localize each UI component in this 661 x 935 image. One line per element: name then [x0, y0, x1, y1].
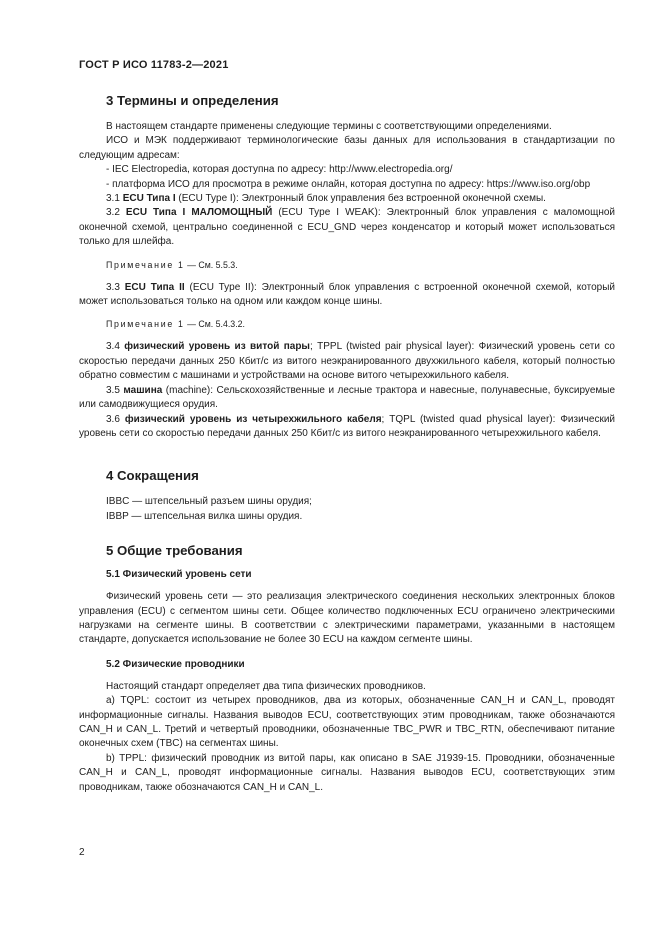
term-3-2-def: (ECU Type I WEAK): Электронный блок управления с маломощной оконечной схемой, центрально соединенной с ECU_GND через конденсатор и который может использоваться только для шлейфа. [79, 207, 615, 248]
term-3-3-name: ECU Типа II [124, 281, 185, 293]
section-5-2-title: 5.2 Физические проводники [106, 658, 245, 670]
abbr-ibbc: IBBC — штепсельный разъем шины орудия; [106, 496, 312, 508]
abbr-ibbp: IBBP — штепсельная вилка шины орудия. [106, 510, 303, 522]
section-3-title: 3 Термины и определения [106, 93, 279, 108]
term-3-5-name: машина [123, 384, 163, 396]
term-3-1-def: (ECU Type I): Электронный блок управления без встроенной оконечной схемы. [175, 193, 546, 205]
term-3-6-name: физический уровень из четырехжильного кабеля [124, 413, 382, 425]
term-3-4-num: 3.4 [106, 341, 125, 353]
term-3-5-def: (machine): Сельскохозяйственные и лесные трактора и навесные, полунавесные, буксируемые или самодвижущиеся орудия. [79, 384, 615, 411]
term-3-1 [79, 192, 615, 206]
standard-header: ГОСТ Р ИСО 11783-2—2021 [79, 59, 229, 71]
term-3-3-def: (ECU Type II): Электронный блок управления с встроенной оконечной схемой, который может использоваться только на одном или каждом конце шины. [79, 281, 616, 308]
term-3-6 [79, 413, 615, 442]
note-3-3-text: — См. 5.4.3.2. [184, 319, 245, 330]
term-3-4-def: ; TPPL (twisted pair physical layer): Физический уровень сети со скоростью передачи данных 250 Кбит/с из витого неэкранированного двухжильного кабеля, который полностью обратно совместим с машинами и устройствами на основе витого четырехжильного кабеля. [79, 341, 615, 382]
term-3-2-num: 3.2 [106, 207, 126, 219]
page-content [79, 92, 615, 795]
s3-intro-1: В настоящем стандарте применены следующие термины с соответствующими определениями. [106, 121, 552, 132]
page-number: 2 [79, 847, 85, 858]
term-3-2 [79, 206, 615, 249]
term-3-4 [79, 340, 615, 383]
term-3-3 [79, 281, 615, 310]
note-3-2-label: Примечание 1 [106, 259, 185, 270]
s52-item-a: a) TQPL: состоит из четырех проводников, два из которых, обозначенные CAN_H и CAN_L, проводят информационные сигналы. Названия выводов ECU, соответствующих этим проводникам, также обозначаются CAN_H и CAN_L. Третий и четвертый проводники, обозначенные TBC_PWR и TBC_RTN, обеспечивают питание оконечных схем (TBC) на сегментах шины. [79, 695, 615, 750]
term-3-5 [79, 384, 615, 413]
term-3-2-name: ECU Типа I МАЛОМОЩНЫЙ [125, 207, 273, 219]
note-3-3-label: Примечание 1 [106, 319, 185, 330]
s3-iec-link: - IEC Electropedia, которая доступна по адресу: http://www.electropedia.org/ [106, 164, 453, 176]
section-5-1-title: 5.1 Физический уровень сети [106, 569, 252, 581]
s52-intro: Настоящий стандарт определяет два типа физических проводников. [106, 680, 426, 692]
s3-intro-2: ИСО и МЭК поддерживают терминологические базы данных для использования в стандартизации по следующим адресам: [79, 135, 615, 161]
s51-text: Физический уровень сети — это реализация электрического соединения нескольких электронных блоков управления (ECU) с сегментом шины сети. Общее количество подключенных ECU ограничено электрическими нагрузками на сегменте шины. В соответствии с электрическими параметрами, указанными в настоящем стандарте, допускается использование не более 30 ECU на каждом сегменте шины. [79, 591, 615, 646]
note-3-2-text: — См. 5.5.3. [184, 259, 238, 270]
term-3-1-name: ECU Типа I [122, 193, 176, 205]
s52-item-b: b) TPPL: физический проводник из витой пары, как описано в SAE J1939-15. Проводники, обозначенные CAN_H и CAN_L, проводят информационные сигналы. Названия выводов ECU, соответствующих этим проводникам, также обозначаются CAN_H и CAN_L. [79, 752, 615, 793]
s3-iso-link: - платформа ИСО для просмотра в режиме онлайн, которая доступна по адресу: https://www.iso.org/obp [106, 178, 591, 190]
note-3-2 [79, 259, 615, 272]
term-3-6-def: ; TQPL (twisted quad physical layer): Физический уровень сети со скоростью передачи данных 250 Кбит/с из витого неэкранированного четырехжильного кабеля. [79, 413, 616, 439]
section-4-title: 4 Сокращения [106, 468, 199, 484]
term-3-1-num: 3.1 [106, 193, 123, 205]
section-5-title: 5 Общие требования [106, 543, 243, 559]
term-3-3-num: 3.3 [106, 281, 125, 293]
note-3-3 [79, 318, 615, 331]
term-3-5-num: 3.5 [106, 384, 124, 396]
term-3-6-num: 3.6 [106, 413, 125, 425]
term-3-4-name: физический уровень из витой пары [124, 341, 310, 353]
